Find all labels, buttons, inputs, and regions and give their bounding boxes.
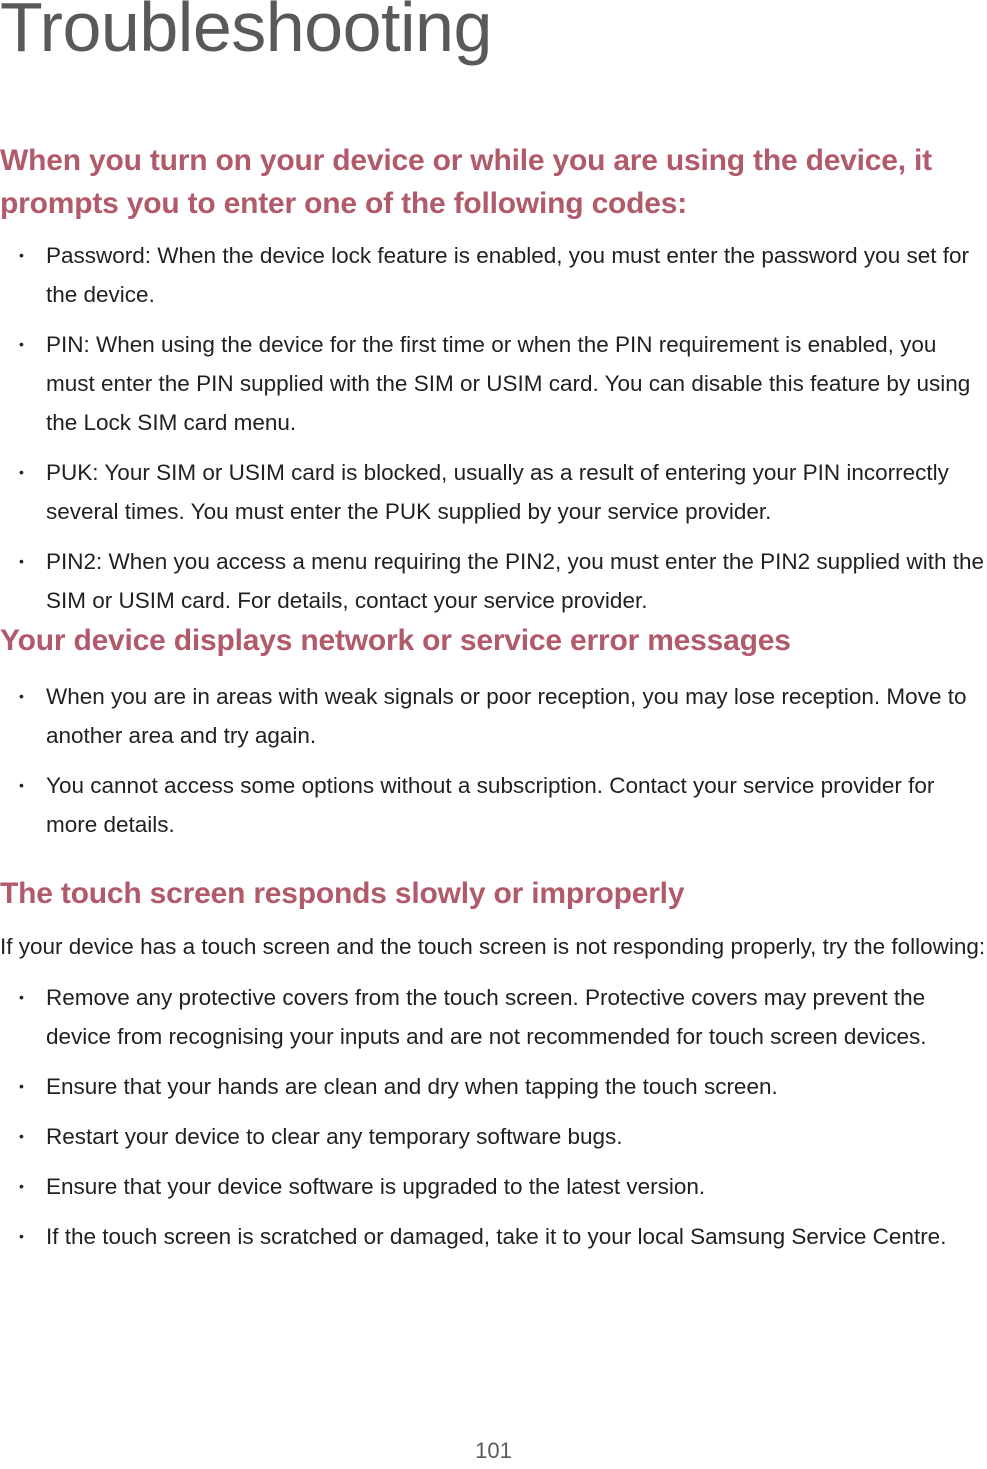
bullet-icon: • (19, 989, 24, 1005)
bullet-icon: • (19, 777, 24, 793)
section-heading: When you turn on your device or while you are using the device, it prompts you to enter one of the following codes: (0, 144, 932, 220)
list-item: • Ensure that your hands are clean and dry when tapping the touch screen. (0, 1067, 987, 1106)
bullet-icon: • (19, 1228, 24, 1244)
list-item: • Password: When the device lock feature is enabled, you must enter the password you set for the device. (0, 236, 987, 314)
section-codes (0, 139, 987, 620)
list-item: • When you are in areas with weak signals or poor reception, you may lose reception. Move to another area and try again. (0, 677, 987, 755)
list-item: • PIN2: When you access a menu requiring the PIN2, you must enter the PIN2 supplied with the SIM or USIM card. For details, contact your service provider. (0, 542, 987, 620)
list-item: • PIN: When using the device for the first time or when the PIN requirement is enabled, you must enter the PIN supplied with the SIM or USIM card. You can disable this feature by using the Lock SIM card menu. (0, 325, 987, 442)
bullet-icon: • (19, 553, 24, 569)
bullet-icon: • (19, 1128, 24, 1144)
list-item: • Remove any protective covers from the touch screen. Protective covers may prevent the device from recognising your inputs and are not recommended for touch screen devices. (0, 978, 987, 1056)
section-touch-screen (0, 872, 987, 1256)
bullet-list (0, 978, 987, 1256)
bullet-list (0, 236, 987, 620)
page-title: Troubleshooting (0, 0, 492, 66)
section-heading: The touch screen responds slowly or improperly (0, 877, 685, 910)
bullet-icon: • (19, 1178, 24, 1194)
bullet-icon: • (19, 1078, 24, 1094)
bullet-icon: • (19, 336, 24, 352)
bullet-icon: • (19, 688, 24, 704)
list-item: • PUK: Your SIM or USIM card is blocked, usually as a result of entering your PIN incorrectly several times. You must enter the PUK supplied by your service provider. (0, 453, 987, 531)
bullet-list (0, 677, 987, 844)
section-intro: If your device has a touch screen and the touch screen is not responding properly, try the following: (0, 934, 986, 959)
section-heading: Your device displays network or service error messages (0, 624, 791, 657)
list-item: • If the touch screen is scratched or damaged, take it to your local Samsung Service Centre. (0, 1217, 987, 1256)
bullet-icon: • (19, 247, 24, 263)
section-network-errors (0, 619, 987, 844)
page-number: 101 (475, 1438, 512, 1463)
bullet-icon: • (19, 464, 24, 480)
list-item: • You cannot access some options without a subscription. Contact your service provider for more details. (0, 766, 987, 844)
list-item: • Ensure that your device software is upgraded to the latest version. (0, 1167, 987, 1206)
list-item: • Restart your device to clear any temporary software bugs. (0, 1117, 987, 1156)
